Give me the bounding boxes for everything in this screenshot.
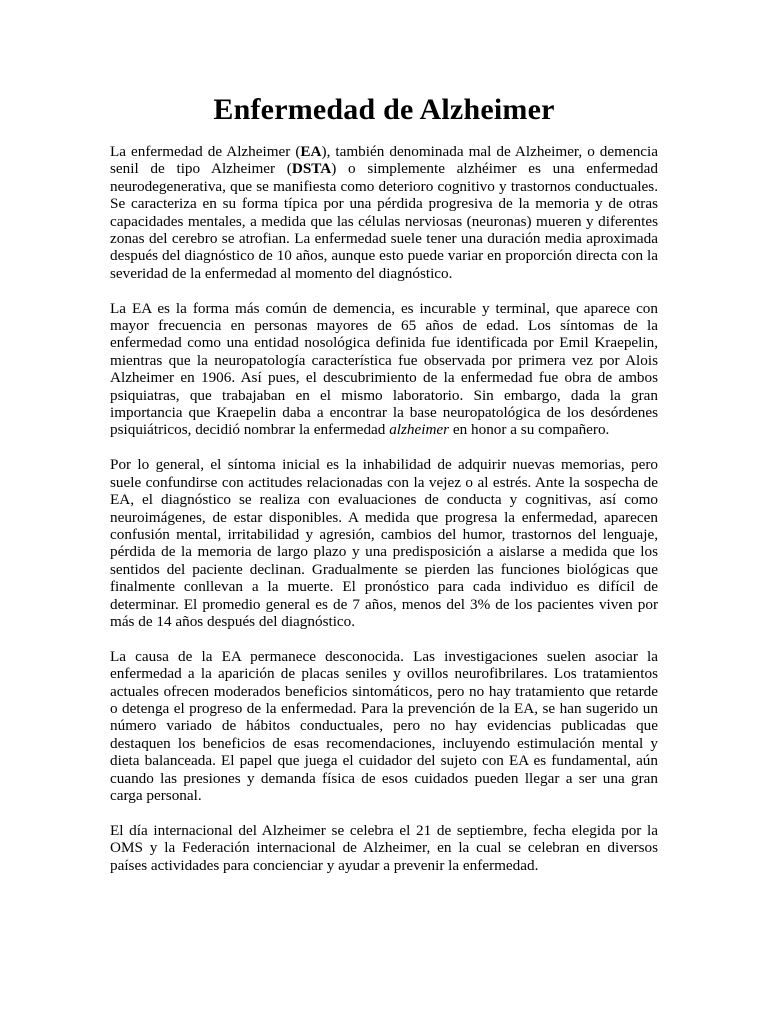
paragraph-5: El día internacional del Alzheimer se celebra el 21 de septiembre, fecha elegida por la OMS y la Federación internacional de Alzheimer, en la cual se celebran en diversos países actividades para concienciar y ayudar a prevenir la enfermedad. xyxy=(110,821,658,874)
paragraph-2-text-a: La EA es la forma más común de demencia, es incurable y terminal, que aparece con mayor frecuencia en personas mayores de 65 años de edad. Los síntomas de la enfermedad como una entidad nosológica definida fue identificada por Emil Kraepelin, mientras que la neuropatología característica fue observada por primera vez por Alois Alzheimer en 1906. Así pues, el descubrimiento de la enfermedad fue obra de ambos psiquiatras, que trabajaban en el mismo laboratorio. Sin embargo, dada la gran importancia que Kraepelin daba a encontrar la base neuropatológica de los desórdenes psiquiátricos, decidió nombrar la enfermedad xyxy=(110,299,658,439)
document-title: Enfermedad de Alzheimer xyxy=(213,93,555,126)
italic-term-alzheimer: alzheimer xyxy=(389,421,450,439)
paragraph-2 xyxy=(110,300,658,439)
paragraph-1-text-b: ), también denominada mal de Alzheimer, o demencia senil de tipo Alzheimer ( xyxy=(110,143,658,178)
paragraph-1-text-a: La enfermedad de Alzheimer ( xyxy=(110,143,301,160)
paragraph-4: La causa de la EA permanece desconocida. Las investigaciones suelen asociar la enfermedad a la aparición de placas seniles y ovillos neurofibrilares. Los tratamientos actuales ofrecen moderados beneficios sintomáticos, pero no hay tratamiento que retarde o detenga el progreso de la enfermedad. Para la prevención de la EA, se han sugerido un número variado de hábitos conductuales, pero no hay evidencias publicadas que destaquen los beneficios de esas recomendaciones, incluyendo estimulación mental y dieta balanceada. El papel que juega el cuidador del sujeto con EA es fundamental, aún cuando las presiones y demanda física de esos cuidados pueden llegar a ser una gran carga personal. xyxy=(110,647,658,804)
document-body xyxy=(110,143,658,891)
paragraph-1-text-c: ) o simplemente alzhéimer es una enfermedad neurodegenerativa, que se manifiesta como deterioro cognitivo y trastornos conductuales. Se caracteriza en su forma típica por una pérdida progresiva de la memoria y de otras capacidades mentales, a medida que las células nerviosas (neuronas) mueren y diferentes zonas del cerebro se atrofian. La enfermedad suele tener una duración media aproximada después del diagnóstico de 10 años, aunque esto puede variar en proporción directa con la severidad de la enfermedad al momento del diagnóstico. xyxy=(110,160,658,282)
paragraph-1 xyxy=(110,143,658,282)
paragraph-2-text-b: en honor a su compañero. xyxy=(449,421,610,439)
abbreviation-ea: EA xyxy=(300,143,322,160)
abbreviation-dsta: DSTA xyxy=(291,160,332,178)
paragraph-3: Por lo general, el síntoma inicial es la inhabilidad de adquirir nuevas memorias, pero suele confundirse con actitudes relacionadas con la vejez o al estrés. Ante la sospecha de EA, el diagnóstico se realiza con evaluaciones de conducta y cognitivas, así como neuroimágenes, de estar disponibles. A medida que progresa la enfermedad, aparecen confusión mental, irritabilidad y agresión, cambios del humor, trastornos del lenguaje, pérdida de la memoria de largo plazo y una predisposición a aislarse a medida que los sentidos del paciente declinan. Gradualmente se pierden las funciones biológicas que finalmente conllevan a la muerte. El pronóstico para cada individuo es difícil de determinar. El promedio general es de 7 años, menos del 3% de los pacientes viven por más de 14 años después del diagnóstico. xyxy=(110,456,658,630)
